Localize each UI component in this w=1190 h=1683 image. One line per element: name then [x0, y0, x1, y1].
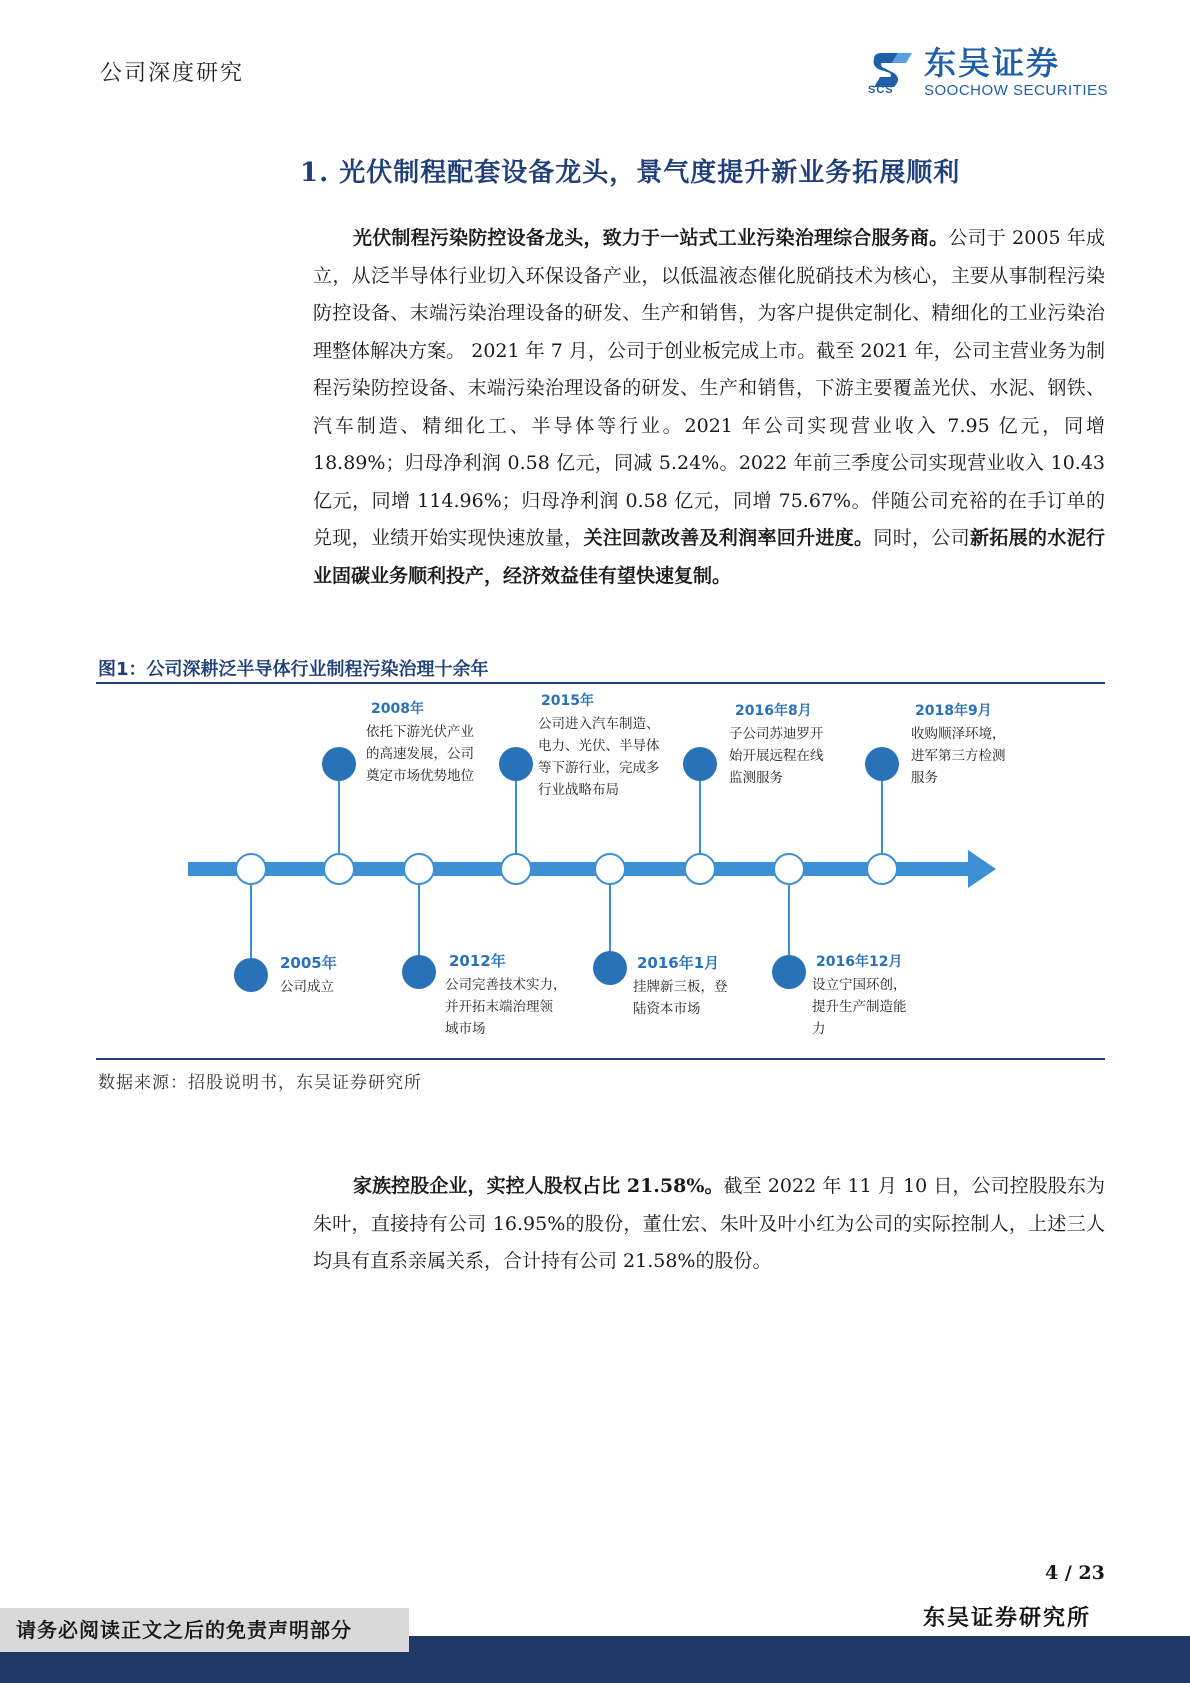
timeline-arrow-head	[968, 850, 996, 888]
tl-text-2015-2: 电力、光伏、半导体	[538, 738, 660, 754]
tl-text-2008-2: 的高速发展，公司	[366, 746, 474, 762]
dot-2016-12	[772, 955, 806, 989]
company-logo	[868, 44, 1109, 100]
node-2016-1	[595, 854, 625, 884]
tl-year-2005: 2005年	[280, 954, 337, 972]
tl-year-2016-12: 2016年12月	[816, 954, 903, 970]
tl-text-2016-1-2: 陆资本市场	[633, 1001, 701, 1017]
node-2015	[501, 854, 531, 884]
dot-2016-1	[593, 951, 627, 985]
logo-abbr: SCS	[868, 84, 894, 96]
tl-year-2016-1: 2016年1月	[637, 954, 720, 972]
node-2018-9	[867, 854, 897, 884]
para1-bold-b: 关注回款改善及利润率回升进度。	[583, 527, 874, 549]
tl-text-2012-2: 并开拓末端治理领	[445, 999, 553, 1015]
logo-chinese: 东吴证券	[924, 44, 1061, 82]
dot-2018-9	[865, 747, 899, 781]
tl-text-2008-1: 依托下游光伏产业	[366, 724, 474, 740]
figure-source: 数据来源：招股说明书，东吴证券研究所	[98, 1073, 422, 1093]
timeline-arrow-shaft	[188, 862, 968, 876]
dot-2008	[322, 747, 356, 781]
node-2005	[236, 854, 266, 884]
dot-2015	[499, 747, 533, 781]
tl-text-2012-3: 域市场	[445, 1021, 486, 1037]
tl-text-2016-8-1: 子公司苏迪罗开	[729, 726, 824, 742]
para1-text-a: 公司于 2005 年成立，从泛半导体行业切入环保设备产业，以低温液态催化脱硝技术为核心，主要从事制程污染防控设备、末端污染治理设备的研发、生产和销售，为客户提供定制化、精细化的工业污染治理整体解决方案。 2021 年 7 月，公司于创业板完成上市。截至 2021 年，公司主营业务为制程污染防控设备、末端污染治理设备的研发、生产和销售，下游主要覆盖光伏、水泥、钢铁、汽车制造、精细化工、半导体等行业。2021 年公司实现营业收入 7.95 亿元，同增 18.89%；归母净利润 0.58 亿元，同减 5.24%。2022 年前三季度公司实现营业收入 10.43 亿元，同增 114.96%；归母净利润 0.58 亿元，同增 75.67%。伴随公司充裕的在手订单的兑现，业绩开始实现快速放量，	[313, 227, 1105, 549]
tl-text-2018-9-2: 进军第三方检测	[911, 748, 1006, 764]
node-2016-8	[685, 854, 715, 884]
figure-title: 图1：公司深耕泛半导体行业制程污染治理十余年	[98, 659, 489, 680]
para1-bold-lead: 光伏制程污染防控设备龙头，致力于一站式工业污染治理综合服务商。	[353, 227, 949, 249]
node-2016-12	[774, 854, 804, 884]
tl-text-2016-12-3: 力	[812, 1021, 826, 1037]
figure-top-rule	[96, 682, 1105, 684]
tl-text-2015-4: 行业战略布局	[538, 782, 619, 798]
tl-year-2008: 2008年	[371, 701, 424, 717]
tl-text-2016-1-1: 挂牌新三板，登	[633, 979, 728, 995]
tl-text-2015-1: 公司进入汽车制造、	[538, 716, 660, 732]
disclaimer-banner: 请务必阅读正文之后的免责声明部分	[0, 1608, 409, 1652]
tl-year-2012: 2012年	[449, 952, 506, 970]
dot-2005	[234, 958, 268, 992]
page-number: 4 / 23	[1045, 1562, 1105, 1584]
tl-text-2015-3: 等下游行业，完成多	[538, 760, 660, 776]
logo-english: SOOCHOW SECURITIES	[924, 82, 1109, 99]
node-2008	[324, 854, 354, 884]
figure-bottom-rule	[96, 1058, 1105, 1060]
tl-text-2016-8-3: 监测服务	[729, 770, 783, 786]
dot-2012	[402, 955, 436, 989]
tl-text-2018-9-3: 服务	[911, 770, 938, 786]
para1-bold-d: 新拓展的水泥行业固碳业务顺利投产，经济效益佳有望快速复制。	[313, 527, 1105, 587]
tl-text-2016-12-2: 提升生产制造能	[812, 999, 907, 1015]
timeline-figure	[96, 690, 1105, 1060]
tl-text-2016-8-2: 始开展远程在线	[729, 748, 824, 764]
tl-year-2015: 2015年	[541, 693, 594, 709]
section-heading: 1. 光伏制程配套设备龙头，景气度提升新业务拓展顺利	[300, 158, 961, 188]
tl-year-2016-8: 2016年8月	[735, 703, 812, 719]
tl-text-2005-1: 公司成立	[280, 979, 334, 995]
dot-2016-8	[683, 747, 717, 781]
tl-text-2012-1: 公司完善技术实力，	[445, 977, 567, 993]
node-2012	[404, 854, 434, 884]
tl-text-2008-3: 奠定市场优势地位	[366, 768, 474, 784]
para2-text: 截至 2022 年 11 月 10 日，公司控股股东为朱叶，直接持有公司 16.95%的股份，董仕宏、朱叶及叶小红为公司的实际控制人，上述三人均具有直系亲属关系，合计持有公司 21.58%的股份。	[313, 1175, 1105, 1272]
tl-year-2018-9: 2018年9月	[915, 703, 992, 719]
tl-text-2018-9-1: 收购顺泽环境，	[911, 726, 1006, 742]
header-title: 公司深度研究	[100, 61, 245, 86]
ownership-paragraph	[313, 1168, 1105, 1281]
tl-text-2016-12-1: 设立宁国环创，	[812, 977, 907, 993]
para2-bold-lead: 家族控股企业，实控人股权占比 21.58%。	[353, 1175, 724, 1197]
intro-paragraph	[313, 220, 1105, 595]
footer-org: 东吴证券研究所	[923, 1605, 1092, 1631]
para1-text-c: 同时，公司	[873, 527, 971, 549]
